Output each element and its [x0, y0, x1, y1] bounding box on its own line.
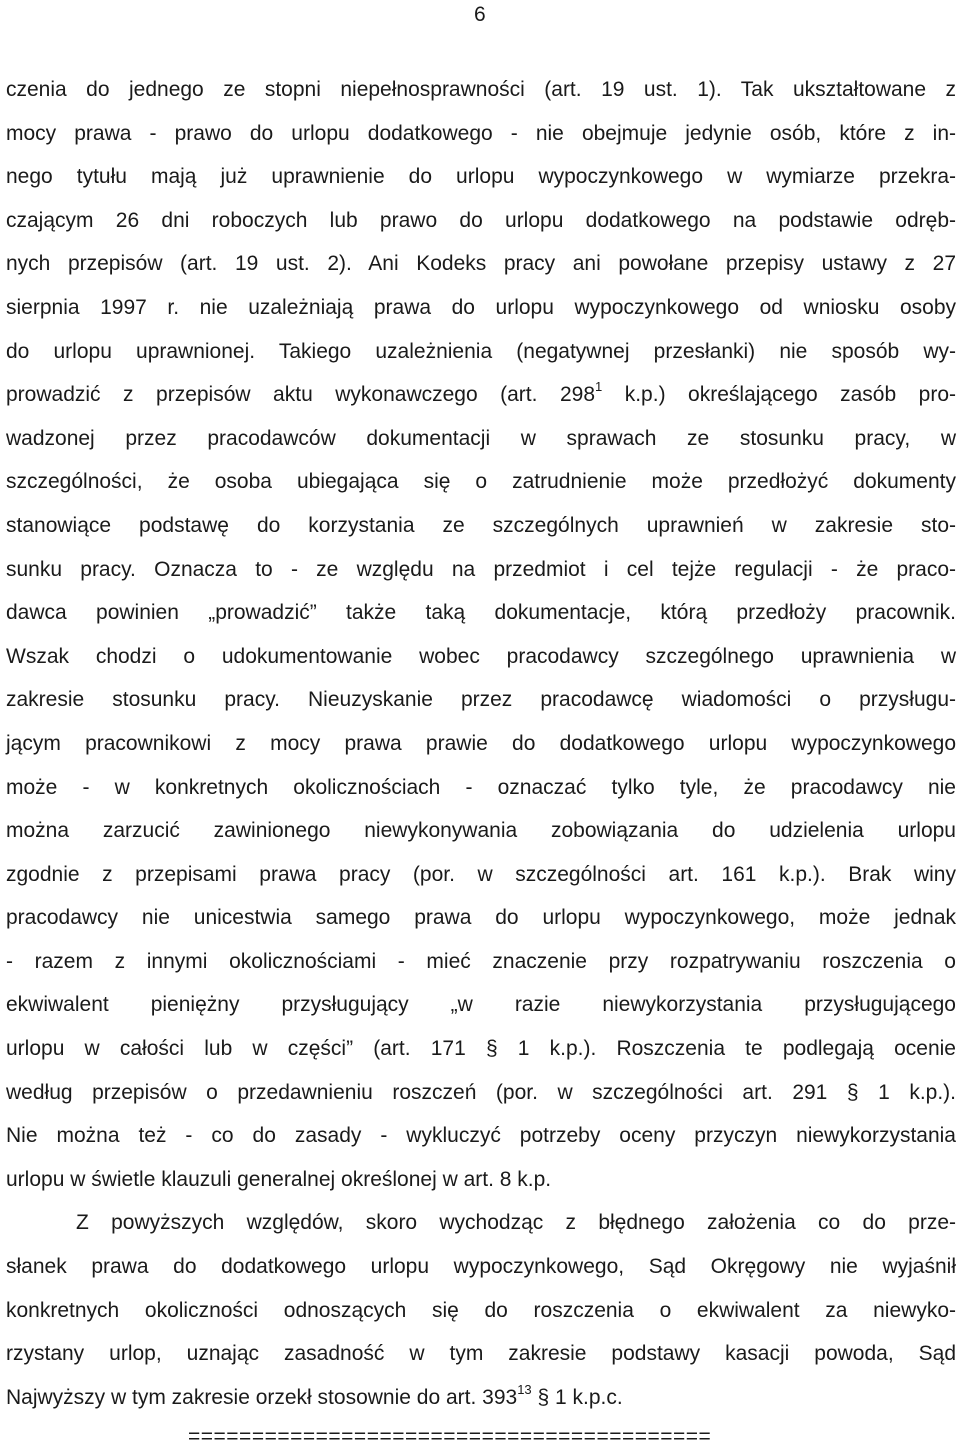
text-line-content: mocy prawa - prawo do urlopu dodatkowego - nie obejmuje jedynie osób, które z in-	[6, 121, 956, 145]
text-line-content: sunku pracy. Oznacza to - ze względu na przedmiot i cel tejże regulacji - że praco-	[6, 557, 956, 581]
superscript: 1	[595, 379, 603, 395]
text-line-content: zakresie stosunku pracy. Nieuzyskanie przez pracodawcę wiadomości o przysługu-	[6, 688, 956, 712]
text-line-content: według przepisów o przedawnieniu roszczeń (por. w szczególności art. 291 § 1 k.p.).	[6, 1080, 956, 1104]
text-line-content: pracodawcy nie unicestwia samego prawa do urlopu wypoczynkowego, może jednak	[6, 906, 956, 930]
text-line-content: czenia do jednego ze stopni niepełnosprawności (art. 19 ust. 1). Tak ukształtowane z	[6, 78, 956, 101]
text-line	[6, 1114, 956, 1158]
text-line-content: można zarzucić zawinionego niewykonywania zobowiązania do udzielenia urlopu	[6, 819, 956, 843]
text-line-continuation: k.p.) określającego zasób pro-	[602, 383, 956, 407]
text-line	[6, 286, 956, 330]
text-line	[6, 330, 956, 374]
text-line	[6, 940, 956, 984]
text-line-content: prowadzić z przepisów aktu wykonawczego (art. 298	[6, 383, 595, 407]
text-line-content: może - w konkretnych okolicznościach - oznaczać tylko tyle, że pracodawcy nie	[6, 775, 956, 799]
text-line	[6, 1027, 956, 1071]
text-line-content: wadzonej przez pracodawców dokumentacji w sprawach ze stosunku pracy, w	[6, 426, 956, 450]
text-line	[6, 896, 956, 940]
text-line-content: słanek prawa do dodatkowego urlopu wypoczynkowego, Sąd Okręgowy nie wyjaśnił	[6, 1255, 956, 1279]
text-line	[6, 1071, 956, 1115]
text-line-content: stanowiące podstawę do korzystania ze szczególnych uprawnień w zakresie sto-	[6, 513, 956, 537]
text-line	[6, 1201, 956, 1245]
text-line	[6, 460, 956, 504]
text-line	[6, 199, 956, 243]
text-line-content: urlopu w świetle klauzuli generalnej określonej w art. 8 k.p.	[6, 1167, 552, 1191]
text-line	[6, 1289, 956, 1333]
text-line-content: Z powyższych względów, skoro wychodząc z błędnego założenia co do prze-	[76, 1211, 956, 1235]
text-line	[6, 242, 956, 286]
text-line	[6, 548, 956, 592]
text-line	[6, 1376, 956, 1420]
text-line	[6, 809, 956, 853]
text-line	[6, 68, 956, 112]
text-line	[6, 373, 956, 417]
text-line	[6, 635, 956, 679]
page-number: 6	[474, 3, 486, 26]
text-line-content: rzystany urlop, uznając zasadność w tym zakresie podstawy kasacji powoda, Sąd	[6, 1342, 956, 1366]
text-line	[6, 722, 956, 766]
text-line-content: jącym pracownikowi z mocy prawa prawie do dodatkowego urlopu wypoczynkowego	[6, 731, 956, 755]
text-line	[6, 766, 956, 810]
text-line	[6, 417, 956, 461]
text-line-content: sierpnia 1997 r. nie uzależniają prawa do urlopu wypoczynkowego od wniosku osoby	[6, 295, 956, 319]
text-line-content: Wszak chodzi o udokumentowanie wobec pracodawcy szczególnego uprawnienia w	[6, 644, 956, 668]
text-line	[6, 591, 956, 635]
text-line	[6, 112, 956, 156]
superscript: 13	[517, 1381, 532, 1397]
text-line-content: konkretnych okoliczności odnoszących się do roszczenia o ekwiwalent za niewyko-	[6, 1298, 956, 1322]
text-line	[6, 504, 956, 548]
text-line	[6, 1158, 956, 1202]
text-line-content: dawca powinien „prowadzić” także taką dokumentacje, którą przedłoży pracownik.	[6, 601, 956, 625]
text-line	[6, 983, 956, 1027]
text-line-content: Najwyższy w tym zakresie orzekł stosownie do art. 393	[6, 1385, 518, 1409]
text-line-content: urlopu w całości lub w części” (art. 171 § 1 k.p.). Roszczenia te podlegają ocenie	[6, 1037, 956, 1061]
text-line-content: nego tytułu mają już uprawnienie do urlopu wypoczynkowego w wymiarze przekra-	[6, 165, 956, 189]
text-line-content: nych przepisów (art. 19 ust. 2). Ani Kodeks pracy ani powołane przepisy ustawy z 27	[6, 252, 956, 276]
document-body	[6, 68, 956, 1419]
separator-line: =========================================	[188, 1425, 712, 1448]
text-line	[6, 1332, 956, 1376]
text-line-content: czającym 26 dni roboczych lub prawo do urlopu dodatkowego na podstawie odręb-	[6, 208, 956, 232]
text-line-content: - razem z innymi okolicznościami - mieć znaczenie przy rozpatrywaniu roszczenia o	[6, 949, 956, 973]
text-line	[6, 678, 956, 722]
text-line-content: ekwiwalent pieniężny przysługujący „w razie niewykorzystania przysługującego	[6, 993, 956, 1017]
text-line-continuation: § 1 k.p.c.	[531, 1385, 623, 1409]
text-line	[6, 155, 956, 199]
text-line-content: zgodnie z przepisami prawa pracy (por. w szczególności art. 161 k.p.). Brak winy	[6, 862, 956, 886]
text-line	[6, 853, 956, 897]
text-line	[6, 1245, 956, 1289]
text-line-content: Nie można też - co do zasady - wykluczyć potrzeby oceny przyczyn niewykorzystania	[6, 1124, 956, 1148]
text-line-content: szczególności, że osoba ubiegająca się o zatrudnienie może przedłożyć dokumenty	[6, 470, 956, 494]
text-line-content: do urlopu uprawnionej. Takiego uzależnienia (negatywnej przesłanki) nie sposób wy-	[6, 339, 956, 363]
